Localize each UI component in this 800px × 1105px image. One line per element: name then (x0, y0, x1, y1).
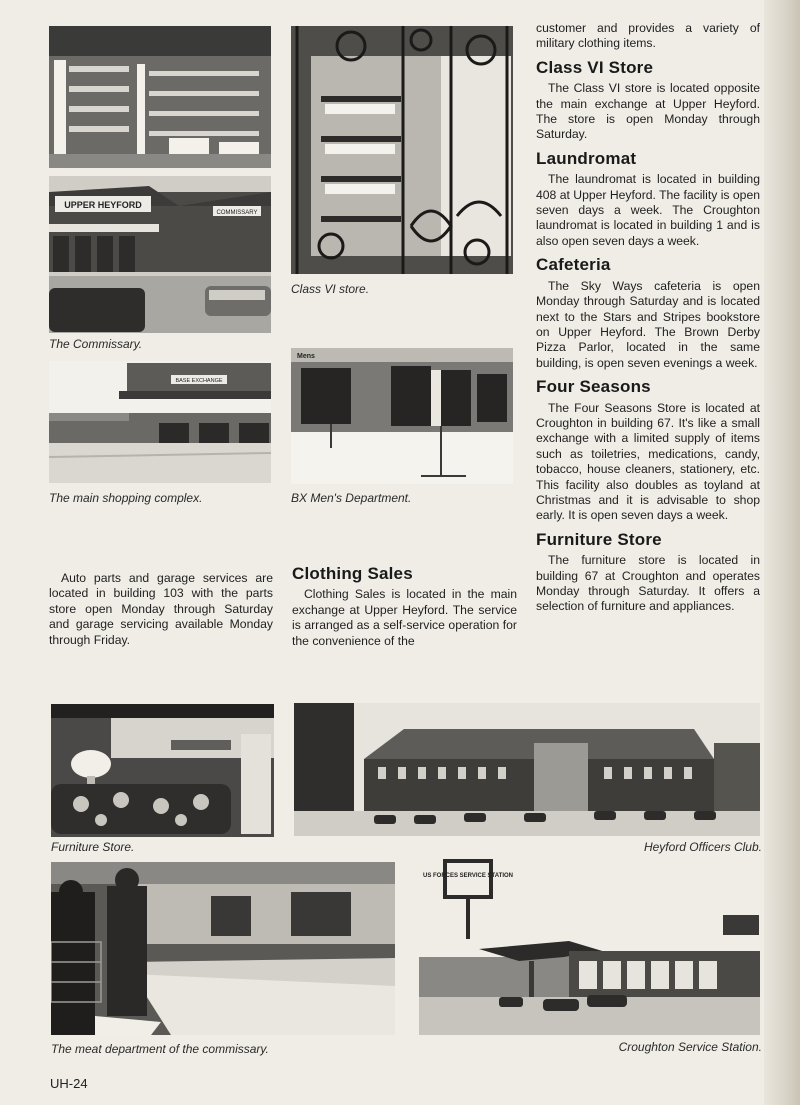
photo-service-station (419, 857, 760, 1035)
laundromat-paragraph: The laundromat is located in building 408 at Upper Heyford. The facility is open seven days a week. The Croughton laundromat is located in building 1 and is also open seven days a week. (536, 172, 761, 248)
class-vi-heading: Class VI Store (536, 57, 654, 77)
caption-service-station: Croughton Service Station. (618, 1040, 762, 1054)
sign-mens: Mens (297, 353, 315, 360)
right-text-column (536, 21, 760, 623)
caption-main-shopping: The main shopping complex. (49, 491, 203, 505)
photo-commissary-building (49, 176, 271, 333)
page-number: UH-24 (50, 1076, 88, 1091)
furniture-store-heading: Furniture Store (536, 529, 662, 549)
class-vi-paragraph: The Class VI store is located opposite the main exchange at Upper Heyford. The store is open Monday through Saturday. (536, 81, 760, 142)
auto-parts-paragraph: Auto parts and garage services are located in building 103 with the parts store open Monday through Saturday and garage servicing available Monday through Friday. (49, 571, 273, 647)
caption-meat-department: The meat department of the commissary. (51, 1042, 269, 1056)
sign-service-station: US FORCES SERVICE STATION (422, 873, 514, 879)
furniture-store-paragraph: The furniture store is located in building 67 at Croughton and operates Monday through Saturday. It offers a selection of furniture and appliances. (536, 553, 760, 614)
middle-text-column (292, 562, 517, 657)
photo-main-shopping-complex (49, 361, 271, 483)
caption-bx-mens: BX Men's Department. (291, 491, 412, 505)
sign-commissary: COMMISSARY (216, 210, 258, 216)
caption-furniture: Furniture Store. (51, 840, 135, 854)
laundromat-heading: Laundromat (536, 148, 637, 168)
left-text-column (49, 571, 273, 656)
caption-class-vi: Class VI store. (291, 282, 370, 296)
caption-commissary: The Commissary. (49, 337, 143, 351)
photo-meat-department (51, 862, 395, 1035)
photo-commissary-shelves (49, 26, 271, 168)
clothing-sales-paragraph: Clothing Sales is located in the main exchange at Upper Heyford. The service is arranged as a self-service operation for the convenience of the (292, 587, 517, 648)
photo-bx-mens-department (291, 348, 513, 484)
cafeteria-paragraph: The Sky Ways cafeteria is open Monday through Saturday and is located next to the Stars and Stripes bookstore on Upper Heyford. The Brown Derby Pizza Parlor, located in the same building, is open seven evenings a week. (536, 278, 760, 370)
cafeteria-heading: Cafeteria (536, 255, 611, 275)
caption-officers-club: Heyford Officers Club. (643, 840, 762, 854)
page-edge (764, 0, 800, 1105)
clothing-continuation-paragraph: customer and provides a variety of military clothing items. (536, 21, 760, 51)
sign-upper-heyford: UPPER HEYFORD (64, 200, 142, 210)
photo-furniture-store (51, 704, 274, 837)
photo-class-vi-store (291, 26, 513, 274)
four-seasons-heading: Four Seasons (536, 377, 651, 397)
photo-officers-club (294, 703, 760, 836)
sign-base-exchange: BASE EXCHANGE (175, 378, 223, 384)
clothing-sales-heading: Clothing Sales (292, 564, 413, 583)
four-seasons-paragraph: The Four Seasons Store is located at Croughton in building 67. It's like a small exchange with a limited supply of items such as toiletries, medications, candy, tobacco, house cleaners, stationery, etc. This facility also doubles as toyland at Christmas and it is advisable to shop early. It is open seven days a week. (536, 400, 760, 523)
